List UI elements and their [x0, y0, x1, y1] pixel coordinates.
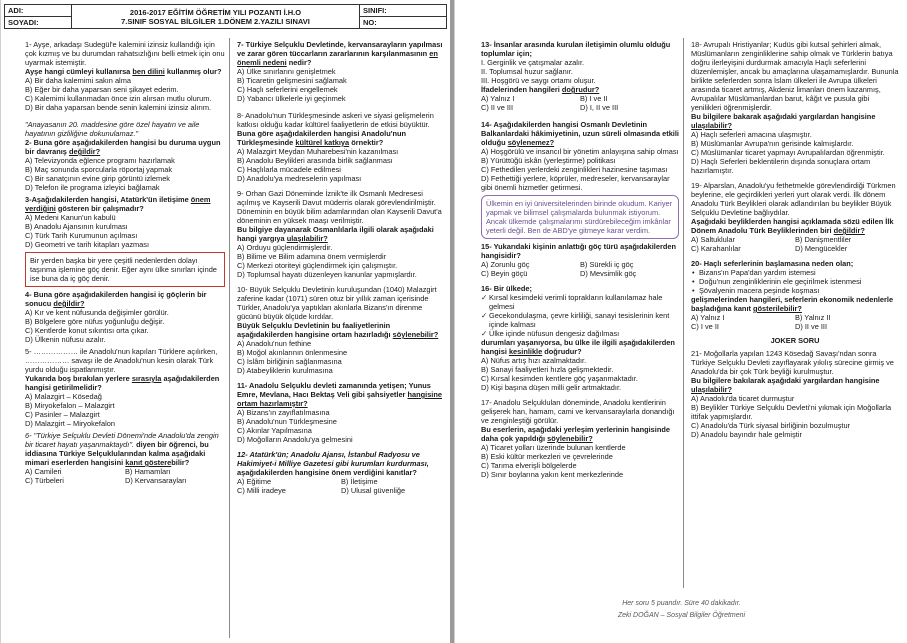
- question-4-key: değildir?: [53, 299, 85, 308]
- option-d[interactable]: D) Atabeyliklerin kurulmasına: [237, 366, 333, 375]
- column-1: [25, 40, 225, 640]
- question-16: [481, 284, 679, 392]
- migration-definition-box: Bir yerden başka bir yere çeşitli nedenlerden dolayı taşınma işlemine göç denir. Eğer aynı ülke sınırları içinde ise buna da iç göç denir.: [25, 252, 225, 287]
- question-10-stem: Büyük Selçuklu Devletinin bu faaliyetlerinin aşağıdakilerden hangisine ortam hazırladığı: [237, 321, 393, 339]
- question-1: [25, 40, 225, 112]
- option-d[interactable]: D) II ve III: [795, 322, 828, 331]
- option-c[interactable]: C) Karahanlılar: [691, 244, 741, 253]
- question-6: [25, 431, 225, 485]
- question-19-key: değildir?: [833, 226, 865, 235]
- question-11: [237, 381, 445, 444]
- option-a[interactable]: A) Ticaret yolları üzerinde bulunan kentlerde: [481, 443, 626, 452]
- joker-question-title: JOKER SORU: [770, 336, 820, 345]
- question-6-stem: diyen bir öğrenci, bu iddiasına Türkiye Selçuklularından kalma aşağıdaki mimari eserlerden hangisini: [25, 440, 209, 467]
- question-5-key: sırasıyla: [131, 374, 162, 383]
- option-c[interactable]: C) İslâm birliğinin sağlanmasına: [237, 357, 342, 366]
- option-b[interactable]: B) Anadolu Beylikleri arasında birlik sağlanması: [237, 156, 393, 165]
- question-8-key: kültürel katkıya: [295, 138, 350, 147]
- option-b[interactable]: B) Danişmentliler: [795, 235, 852, 244]
- footer-info: Her soru 5 puandır. Süre 40 dakikadır.: [622, 600, 741, 607]
- option-a[interactable]: A) Saltuklular: [691, 235, 735, 244]
- question-13-stem: İfadelerinden hangileri: [481, 85, 562, 94]
- question-3-key: önem verdiğini: [25, 195, 211, 213]
- option-c[interactable]: C) Anadolu'da Türk siyasal birliğinin bozulmuştur: [691, 421, 851, 430]
- question-9-key: ulaşılabilir?: [286, 234, 328, 243]
- question-21: [691, 349, 899, 439]
- question-18-text: 18- Avrupalı Hristiyanlar; Kudüs gibi kutsal şehirleri almak, Müslümanların zenginliklerine sahip olmak ve Türklerin batıya doğru ilerleyişini durdurmak amacıyla Haçlı seferlerini düzenlemişler, ancak bu amaçlarına ulaşamamışlardır. Bununla birlikte seferlerden sonra İslam ülkeleri ile Avrupa ülkeleri arasında ticaret artmış, Akdeniz limanları önem kazanmış, Avrupalılar Müslümanlardan barut, kâğıt ve pusula gibi yenilikleri öğrenmişlerdir.: [691, 40, 899, 112]
- question-19-text: 19- Alparslan, Anadolu'yu fethetmekle görevlendirdiği Türkmen beylerine, ele geçirdikleri yerleri yurt olarak verdi. İlk dönem Anadolu Türk Beylikleri olarak adlandırılan bu beylikler Büyük Selçuklu Devletine bağlıydılar.: [691, 181, 896, 217]
- question-3-stem: 3-Aşağıdakilerden hangisi, Atatürk'ün iletişime: [25, 195, 191, 204]
- question-13-text: 13- İnsanlar arasında kurulan iletişimin olumlu olduğu toplumlar için;: [481, 40, 671, 58]
- option-c[interactable]: C) Milli iradeye: [237, 486, 286, 495]
- footer-teacher: Zeki DOĞAN – Sosyal Bilgiler Öğretmeni: [617, 612, 746, 619]
- option-d[interactable]: D) I, II ve III: [580, 103, 619, 112]
- question-9: [237, 189, 445, 279]
- question-15: [481, 242, 679, 278]
- question-6-key: kanıt göstere: [125, 458, 172, 467]
- option-d[interactable]: D) Anadolu'ya medreselerin yapılması: [237, 174, 362, 183]
- option-c[interactable]: C) Merkezi otoriteyi güçlendirmek için çalışmıştır.: [237, 261, 398, 270]
- option-b[interactable]: B) Beylikler Türkiye Selçuklu Devleti'ni yıkmak için Moğollarla ittifak yapmışlardır.: [691, 403, 892, 421]
- option-a[interactable]: A) Yalnız I: [481, 94, 515, 103]
- question-18: [691, 40, 899, 175]
- question-16-text: 16- Bir ülkede;: [481, 284, 532, 293]
- question-20-key: gösterilebilir?: [753, 304, 802, 313]
- question-7-text: 7- Türkiye Selçuklu Devletinde, kervansarayların yapılması ve zarar gören tüccarların zararlarının karşılanmasının: [237, 40, 443, 58]
- exam-title: [72, 5, 360, 29]
- option-c[interactable]: C) Türbeleri: [25, 476, 64, 485]
- option-b[interactable]: B) Eğer bir daha yaparsan seni şikayet ederim.: [25, 85, 179, 94]
- question-21-stem: Bu bilgilere bakılarak aşağıdaki yargılardan hangisine: [691, 376, 880, 385]
- column-3: [481, 40, 679, 592]
- question-10-text: 10- Büyük Selçuklu Devletinin kuruluşundan (1040) Malazgirt zaferine kadar (1071) süren otuz bir yıllık zaman içerisinde Türkler, Anadolu'ya yaptıkları akınlarla Bizans'ın direnme gücünü büyük ölçüde kırdılar.: [237, 285, 437, 321]
- option-d[interactable]: D) Moğolların Anadolu'ya gelmesini: [237, 435, 353, 444]
- option-b[interactable]: B) Bilime ve Bilim adamına önem vermişlerdir: [237, 252, 387, 261]
- option-d[interactable]: D) Anadolu bayındır hale gelmiştir: [691, 430, 802, 439]
- question-9-stem: Bu bilgiye dayanarak Osmanlılarla ilgili olarak aşağıdaki hangi yargıya: [237, 225, 434, 243]
- option-d[interactable]: D) Kişi başına düşen milli gelir artmaktadır.: [481, 383, 622, 392]
- question-5-text: 5- ……………… ile Anadolu'nun kapıları Türklere açılırken, ……………… savaşı ile de Anadolu'nun kesin olarak Türk yurdu olduğu ispatlanmıştır.: [25, 347, 218, 374]
- question-4: [25, 290, 225, 344]
- option-b[interactable]: B) İletişime: [341, 477, 378, 486]
- question-7-key: en önemli nedeni: [237, 49, 438, 67]
- question-1-stem: Ayşe hangi cümleyi kullanırsa: [25, 67, 133, 76]
- question-17-text: 17- Anadolu Selçukluları döneminde, Anadolu kentlerinin gelişerek han, hamam, cami ve kervansaraylarla donandığı ve zenginleştiği görülür.: [481, 398, 675, 425]
- question-12-text: 12- Atatürk'ün; Anadolu Ajansı, İstanbul Radyosu ve Hakimiyet-i Milliye Gazetesi gibi kurumları kurdurması,: [237, 450, 429, 468]
- option-a[interactable]: A) Kır ve kent nüfusunda değişimler görülür.: [25, 308, 169, 317]
- option-a[interactable]: A) Orduyu güçlendirmişlerdir.: [237, 243, 333, 252]
- question-17: [481, 398, 679, 479]
- option-c[interactable]: C) Türk Tarih Kurumunun açılması: [25, 231, 138, 240]
- option-a[interactable]: A) Medeni Kanun'un kabulü: [25, 213, 116, 222]
- question-9-text: 9- Orhan Gazi Döneminde İznik'te ilk Osmanlı Medresesi açılmış ve Kayserili Davut müderris olarak görevlendirilmiştir. Döneminin en büyük bilim adamlarından olan Kayserili Davut'a döneminin en yüksek maaşı verilmiştir.: [237, 189, 442, 225]
- option-d[interactable]: D) Fethettiği yerlere, köprüler, medreseler, kervansaraylar gibi önemli hizmetler getirmesi.: [481, 174, 670, 192]
- option-a[interactable]: A) Anadolu'nun fethine: [237, 339, 312, 348]
- question-17-key: söylenebilir?: [547, 434, 593, 443]
- class-label: SINIFI:: [360, 5, 447, 17]
- question-13-key: doğrudur?: [561, 85, 600, 94]
- question-8-text: 8- Anadolu'nun Türkleşmesinde askeri ve siyasi gelişmelerin katkısı olduğu kadar kültürel faaliyetlerin de etkisi büyüktür.: [237, 111, 434, 129]
- question-20-item-3: • Şövalyenin macera peşinde koşması: [691, 286, 899, 295]
- option-a[interactable]: A) Bizans'ın zayıflatılmasına: [237, 408, 330, 417]
- question-1-text: 1- Ayşe, arkadaşı Sudegül'e kalemini izinsiz kullandığı için çok kızmış ve bu durumdan rahatsızlığını belli etmek için onu uyarmak istemiştir.: [25, 40, 225, 67]
- option-d[interactable]: D) Ulusal güvenliğe: [341, 486, 406, 495]
- question-20-item-2: • Doğu'nun zenginliklerinin ele geçirilmek istenmesi: [691, 277, 899, 286]
- question-12: [237, 450, 445, 495]
- option-c[interactable]: C) Haçlı seferlerini engellemek: [237, 85, 338, 94]
- surname-label: SOYADI:: [5, 17, 72, 29]
- option-b[interactable]: B) Miryokefalon – Malazgirt: [25, 401, 115, 410]
- option-c[interactable]: C) Müslümanlar ticaret yapmayı Avrupalılardan öğrenmiştir.: [691, 148, 885, 157]
- option-a[interactable]: A) Haçlı seferleri amacına ulaşmıştır.: [691, 130, 812, 139]
- option-b[interactable]: B) Anadolu'nun Türkleşmesine: [237, 417, 337, 426]
- question-8-stem: Buna göre aşağıdakilerden hangisi Anadolu'nun Türkleşmesinde: [237, 129, 407, 147]
- option-b[interactable]: B) Sürekli iç göç: [580, 260, 634, 269]
- option-c[interactable]: C) Kentlerde konut sıkıntısı orta çıkar.: [25, 326, 149, 335]
- question-18-stem: Bu bilgilere bakarak aşağıdaki yargılardan hangisine: [691, 112, 876, 121]
- option-a[interactable]: A) Bir daha kalemimi sakın alma: [25, 76, 131, 85]
- question-3: [25, 195, 225, 249]
- question-6-quote: 6- "Türkiye Selçuklu Devleti Dönemi'nde Anadolu'da zengin bir ticaret hayatı yaşanmaktaydı".: [25, 431, 219, 449]
- option-a[interactable]: A) Anadolu'da ticaret durmuştur: [691, 394, 795, 403]
- option-c[interactable]: C) Beyin göçü: [481, 269, 528, 278]
- exam-title-line1: 2016-2017 EĞİTİM ÖĞRETİM YILI POZANTI İ.H.O: [129, 7, 302, 17]
- option-d[interactable]: D) Malazgirt – Miryokefalon: [25, 419, 115, 428]
- question-2-quote: "Anayasanın 20. maddesine göre özel hayatın ve aile hayatının gizliliğine dokunulamaz.": [25, 120, 200, 138]
- exam-page-right: [454, 0, 907, 643]
- question-5-stem: Yukarıda boş bırakılan yerlere: [25, 374, 132, 383]
- option-b[interactable]: B) Sanayi faaliyetleri hızla gelişmektedir.: [481, 365, 614, 374]
- question-10: [237, 285, 445, 375]
- option-a[interactable]: A) Ülke sınırlarını genişletmek: [237, 67, 336, 76]
- question-14: [481, 120, 679, 192]
- option-a[interactable]: A) Malazgirt Meydan Muharebesi'nin kazanılması: [237, 147, 399, 156]
- option-b[interactable]: B) Hamamları: [125, 467, 171, 476]
- option-c[interactable]: C) Haçlılarla mücadele edilmesi: [237, 165, 341, 174]
- option-c[interactable]: C) Kırsal kesimden kentlere göç yaşanmaktadır.: [481, 374, 638, 383]
- option-d[interactable]: D) Haçlı Seferleri beklentilerin dışında sonuçlara ortam hazırlamıştır.: [691, 157, 871, 175]
- question-16-stem: durumları yaşanıyorsa, bu ülke ile ilgili aşağıdakilerden hangisi: [481, 338, 675, 356]
- column-divider: [229, 38, 230, 638]
- column-4: [691, 40, 899, 592]
- question-16-item-2: ✓ Gecekondulaşma, çevre kirliliği, sanayi tesislerinin kent içinde kalması: [481, 311, 679, 329]
- question-21-key: ulaşılabilir?: [691, 385, 733, 394]
- question-6-stem-end: bilir?: [171, 458, 190, 467]
- option-c[interactable]: C) Fethedilen yerlerdeki zenginlikleri hazinesine taşıması: [481, 165, 668, 174]
- option-d[interactable]: D) Geometri ve tarih kitapları yazması: [25, 240, 150, 249]
- option-b[interactable]: B) Moğol akınlarının önlenmesine: [237, 348, 348, 357]
- question-8-stem-end: örnektir?: [349, 138, 384, 147]
- option-d[interactable]: D) Toplumsal hayatı düzenleyen kanunlar yapmışlardır.: [237, 270, 417, 279]
- question-19: [691, 181, 899, 253]
- option-d[interactable]: D) Ülkenin nüfusu azalır.: [25, 335, 106, 344]
- question-16-key: kesinlikle: [508, 347, 543, 356]
- option-c[interactable]: C) Pasinler – Malazgirt: [25, 410, 100, 419]
- question-2: [25, 120, 225, 192]
- option-d[interactable]: D) Mevsimlik göç: [580, 269, 637, 278]
- question-8: [237, 111, 445, 183]
- exam-page-left: [0, 0, 452, 643]
- question-13-item-3: III. Hoşgörü ve saygı ortamı oluşur.: [481, 76, 596, 85]
- question-18-key: ulaşılabilir?: [691, 121, 733, 130]
- question-16-item-1: ✓ Kırsal kesimdeki verimli toprakların kullanılamaz hale gelmesi: [481, 293, 679, 311]
- question-20-text: 20- Haçlı seferlerinin başlamasına neden olan;: [691, 259, 854, 268]
- option-b[interactable]: B) Eski kültür merkezleri ve çevrelerinde: [481, 452, 613, 461]
- option-b[interactable]: B) Müslümanlar Avrupa'nın gerisinde kalmışlardır.: [691, 139, 854, 148]
- question-19-stem: Aşağıdaki beyliklerden hangisi açıklamada sözü edilen İlk Dönem Anadolu Türk Beyliklerinden biri: [691, 217, 894, 235]
- question-7-stem-end: nedir?: [286, 58, 312, 67]
- question-2-key: değildir?: [68, 147, 101, 156]
- question-11-stem: 11- Anadolu Selçuklu devleti zamanında yetişen; Yunus Emre, Mevlana, Hacı Bektaş Veli gibi şahsiyetler: [237, 381, 431, 399]
- question-13-item-1: I. Gerginlik ve çatışmalar azalır.: [481, 58, 585, 67]
- question-17-stem: Bu eserlerin, aşağıdaki yerleşim yerlerinin hangisinde daha çok yapıldığı: [481, 425, 670, 443]
- option-c[interactable]: C) I ve II: [691, 322, 719, 331]
- option-b[interactable]: B) Maç sonunda sporcularla röportaj yapmak: [25, 165, 173, 174]
- option-b[interactable]: B) Yalnız II: [795, 313, 831, 322]
- option-c[interactable]: C) Akınlar Yapılmasına: [237, 426, 312, 435]
- question-2-stem: 2- Buna göre aşağıdakilerden hangisi bu duruma uygun bir davranış: [25, 138, 221, 156]
- option-b[interactable]: B) Bölgelere göre nüfus yoğunluğu değişir.: [25, 317, 165, 326]
- option-a[interactable]: A) Nüfus artış hızı azalmaktadır.: [481, 356, 587, 365]
- exam-title-line2: 7.SINIF SOSYAL BİLGİLER 1.DÖNEM 2.YAZILI SINAVI: [121, 16, 310, 26]
- question-5-stem-end: aşağıdakilerden hangisi getirilmelidir?: [25, 374, 220, 392]
- option-a[interactable]: A) Malazgirt – Kösedağ: [25, 392, 102, 401]
- option-c[interactable]: C) II ve III: [481, 103, 514, 112]
- column-2: [237, 40, 445, 640]
- option-a[interactable]: A) Televizyonda eğlence programı hazırlamak: [25, 156, 175, 165]
- question-20: [691, 259, 899, 331]
- number-label: NO:: [360, 17, 447, 29]
- question-16-item-3: ✓ Ülke içinde nüfusun dengesiz dağılması: [481, 329, 679, 338]
- question-15-text: 15- Yukarıdaki kişinin anlattığı göç türü aşağıdakilerden hangisidir?: [481, 242, 676, 260]
- option-d[interactable]: D) Bir daha yaparsan bende senin kalemini izinsiz alırım.: [25, 103, 212, 112]
- option-c[interactable]: C) Bir sanatçının evine girip görüntü izlemek: [25, 174, 171, 183]
- name-label: ADI:: [5, 5, 72, 17]
- question-4-stem: 4- Buna göre aşağıdakilerden hangisi iç göçlerin bir sonucu: [25, 290, 207, 308]
- question-10-key: söylenebilir?: [392, 330, 439, 339]
- student-info-header: [4, 4, 447, 29]
- student-statement-box: Ülkemin en iyi üniversitelerinden birinde okudum. Kariyer yapmak ve bilimsel çalışmalarda bulunmak istiyorum. Ancak ülkemde çalışmalarımı sürdürebileceğim imkânlar yeterli değil. Ben de ABD'ye gitmeye karar verdim.: [481, 195, 679, 239]
- question-3-stem-end: gösteren bir çalışmadır?: [55, 204, 144, 213]
- option-a[interactable]: A) Hoşgörülü ve insancıl bir yönetim anlayışına sahip olması: [481, 147, 679, 156]
- question-16-stem-end: doğrudur?: [542, 347, 582, 356]
- option-a[interactable]: A) Zorunlu göç: [481, 260, 530, 269]
- question-20-item-1: • Bizans'ın Papa'dan yardım istemesi: [691, 268, 899, 277]
- question-7: [237, 40, 445, 103]
- option-b[interactable]: B) I ve II: [580, 94, 608, 103]
- question-14-key: söylenemez?: [507, 138, 555, 147]
- question-5: [25, 347, 225, 428]
- option-d[interactable]: D) Sınır boylarına yakın kent merkezlerinde: [481, 470, 624, 479]
- option-b[interactable]: B) Anadolu Ajansının kurulması: [25, 222, 128, 231]
- question-1-key: ben dilini: [132, 67, 165, 76]
- option-b[interactable]: B) Ticaretin gelişmesini sağlamak: [237, 76, 347, 85]
- column-divider: [683, 38, 684, 588]
- question-12-stem: aşağıdakilerden hangisine önem verdiğini kanıtlar?: [237, 468, 417, 477]
- question-11-key: hangisine ortam hazırlamıştır?: [237, 390, 442, 408]
- question-1-stem-end: kullanmış olur?: [164, 67, 222, 76]
- option-a[interactable]: A) Eğitime: [237, 477, 272, 486]
- option-c[interactable]: C) Kalemimi kullanmadan önce izin alırsan mutlu olurum.: [25, 94, 212, 103]
- option-d[interactable]: D) Yabancı ülkelerle iyi geçinmek: [237, 94, 346, 103]
- option-a[interactable]: A) Yalnız I: [691, 313, 725, 322]
- option-d[interactable]: D) Mengücekler: [795, 244, 848, 253]
- question-20-stem: gelişmelerinden hangileri, seferlerin ekonomik nedenlerle başladığına kanıt: [691, 295, 894, 313]
- option-b[interactable]: B) Yürüttüğü iskân (yerleştirme) politikası: [481, 156, 616, 165]
- option-d[interactable]: D) Kervansarayları: [125, 476, 187, 485]
- question-14-text: 14- Aşağıdakilerden hangisi Osmanlı Devletinin Balkanlardaki hâkimiyetinin, uzun süreli olmasında etkili olduğu: [481, 120, 679, 147]
- option-d[interactable]: D) Telefon ile programa izleyici bağlamak: [25, 183, 160, 192]
- question-13: [481, 40, 679, 112]
- option-c[interactable]: C) Tarıma elverişli bölgelerde: [481, 461, 577, 470]
- question-21-text: 21- Moğollarla yapılan 1243 Kösedağ Savaşı'ndan sonra Türkiye Selçuklu Devleti zayıflayarak yıkılış sürecine girmiş ve Anadolu'da bir çok Türk beyliği kurulmuştur.: [691, 349, 894, 376]
- question-13-item-2: II. Toplumsal huzur sağlanır.: [481, 67, 573, 76]
- option-a[interactable]: A) Camileri: [25, 467, 62, 476]
